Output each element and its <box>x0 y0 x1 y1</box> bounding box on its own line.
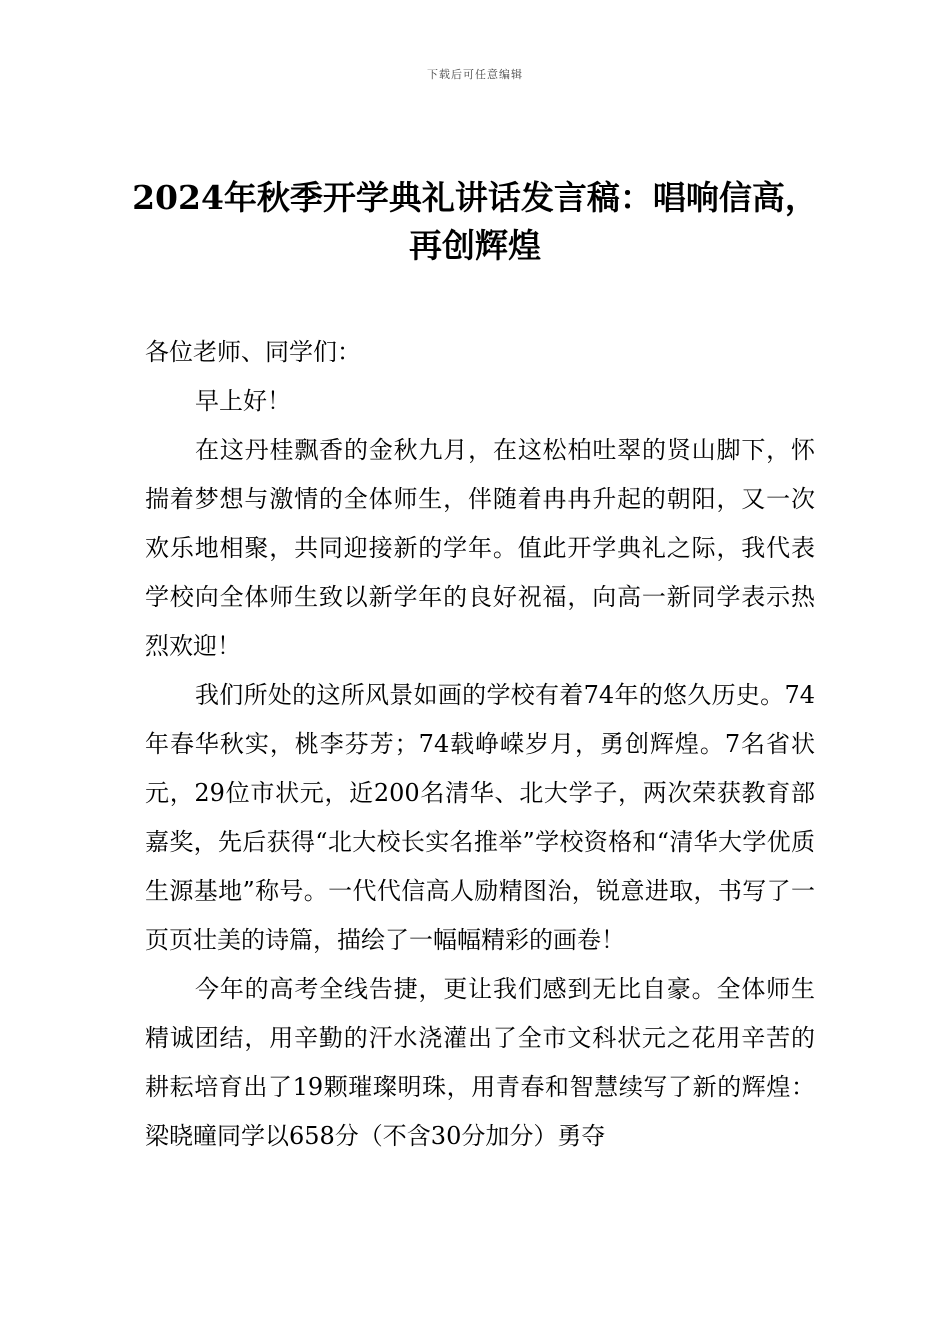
paragraph-history: 我们所处的这所风景如画的学校有着74年的悠久历史。74年春华秋实，桃李芬芳；74载峥嵘岁月，勇创辉煌。7名省状元，29位市状元，近200名清华、北大学子，两次荣获教育部嘉奖，先后获得“北大校长实名推举”学校资格和“清华大学优质生源基地”称号。一代代信高人励精图治，锐意进取，书写了一页页壮美的诗篇，描绘了一幅幅精彩的画卷！ <box>145 681 815 954</box>
paragraph-greeting: 早上好！ <box>195 387 291 415</box>
document-title: 2024年秋季开学典礼讲话发言稿：唱响信高，再创辉煌 <box>132 178 818 265</box>
paragraph-welcome: 在这丹桂飘香的金秋九月，在这松柏吐翠的贤山脚下，怀揣着梦想与激情的全体师生，伴随着冉冉升起的朝阳，又一次欢乐地相聚，共同迎接新的学年。值此开学典礼之际，我代表学校向全体师生致以新学年的良好祝福，向高一新同学表示热烈欢迎！ <box>145 436 815 660</box>
document-body <box>145 328 815 1161</box>
salutation: 各位老师、同学们： <box>145 338 361 366</box>
paragraph-achievement: 今年的高考全线告捷，更让我们感到无比自豪。全体师生精诚团结，用辛勤的汗水浇灌出了全市文科状元之花用辛苦的耕耘培育出了19颗璀璨明珠，用青春和智慧续写了新的辉煌：梁晓曈同学以658分（不含30分加分）勇夺 <box>145 975 815 1150</box>
header-note: 下载后可任意编辑 <box>427 68 523 81</box>
